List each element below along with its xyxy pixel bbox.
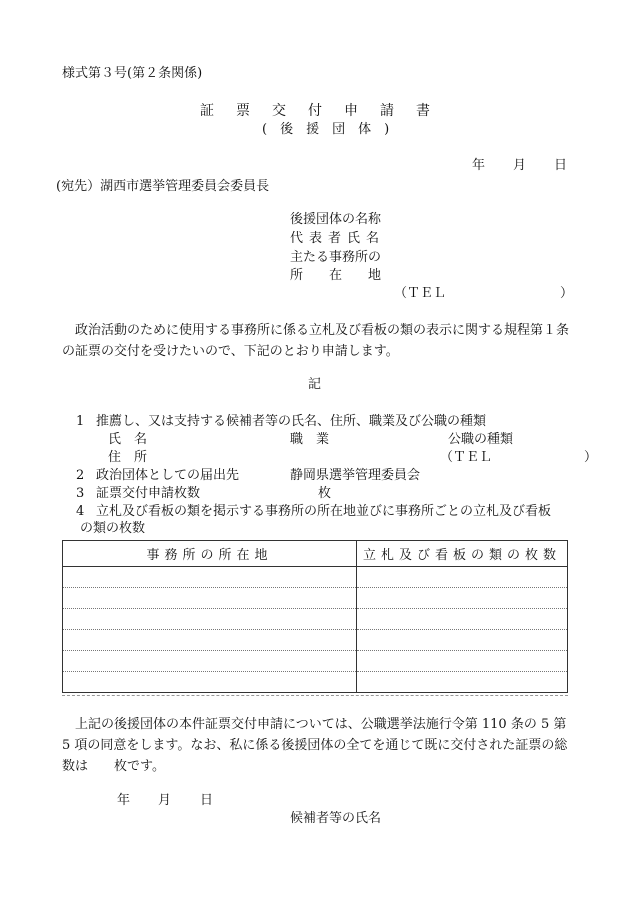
applicant-tel-open: （ＴＥＬ [394,286,447,301]
intro-paragraph: 政治活動のために使用する事務所に係る立札及び看板の類の表示に関する規程第１条の証票の交付を受けたいので、下記のとおり申請します。 [62,323,570,359]
rep-name-label: 代表者氏名 [290,231,386,246]
table-cell-count[interactable] [357,630,568,651]
applicant-tel-close: ） [560,286,574,301]
item4-text-line1: 立札及び看板の類を掲示する事務所の所在地並びに事務所ごとの立札及び看板 [96,504,552,519]
office-label-2: 所 在 地 [290,268,382,283]
item3-text: 証票交付申請枚数 [96,486,201,501]
table-header-row [63,541,568,567]
date-day: 日 [554,158,568,173]
consent-paragraph: 上記の後援団体の本件証票交付申請については、公職選挙法施行令第 110 条の 5 第 5 項の同意をします。なお、私に係る後援団体の全てを通じて既に交付された証票の総数は 枚です。 [62,717,568,774]
item1-number: 1 [76,414,85,429]
item1-text: 推薦し、又は支持する候補者等の氏名、住所、職業及び公職の種類 [96,414,487,429]
table-header-office-location: 事務所の所在地 [63,541,357,567]
page-title: 証票交付申請書 [200,103,452,119]
date-year: 年 [472,158,486,173]
table-cell-count[interactable] [357,609,568,630]
table-row [63,672,568,693]
form-id: 様式第３号(第２条関係) [62,66,203,81]
office-label-1: 主たる事務所の [290,250,382,265]
candidate-name-label: 氏 名 [108,432,148,447]
org-name-label: 後援団体の名称 [290,212,382,227]
table-header-sign-count: 立札及び看板の類の枚数 [357,541,568,567]
table-cell-count[interactable] [357,588,568,609]
table-row [63,630,568,651]
table-cell-location[interactable] [63,567,357,588]
table-row [63,651,568,672]
table-cell-location[interactable] [63,609,357,630]
candidate-tel-close: ） [584,450,598,465]
table-cell-location[interactable] [63,588,357,609]
table-cell-location[interactable] [63,630,357,651]
office-table [62,540,568,693]
candidate-signature-label: 候補者等の氏名 [290,811,382,826]
candidate-public-office-label: 公職の種類 [448,432,514,447]
table-row [63,567,568,588]
date-month: 月 [513,158,527,173]
item3-number: 3 [76,486,85,501]
table-cell-count[interactable] [357,672,568,693]
bottom-date-month: 月 [158,793,172,808]
item3-unit: 枚 [318,486,332,501]
item2-number: 2 [76,468,85,483]
candidate-tel-open: （ＴＥＬ [440,450,493,465]
section-divider [62,695,568,696]
page-subtitle: (後援団体) [262,122,403,137]
table-cell-count[interactable] [357,651,568,672]
candidate-address-label: 住 所 [108,450,148,465]
bottom-date-year: 年 [117,793,131,808]
table-cell-location[interactable] [63,672,357,693]
bottom-date-day: 日 [200,793,214,808]
table-cell-location[interactable] [63,651,357,672]
ki-heading: 記 [308,377,322,392]
item4-number: 4 [76,504,85,519]
item4-text-line2: の類の枚数 [80,521,146,536]
table-row [63,588,568,609]
addressee: (宛先）湖西市選挙管理委員会委員長 [56,179,270,194]
item2-text: 政治団体としての届出先 [96,468,240,483]
candidate-occupation-label: 職 業 [290,432,330,447]
table-cell-count[interactable] [357,567,568,588]
table-row [63,609,568,630]
item2-value: 静岡県選挙管理委員会 [290,468,421,483]
